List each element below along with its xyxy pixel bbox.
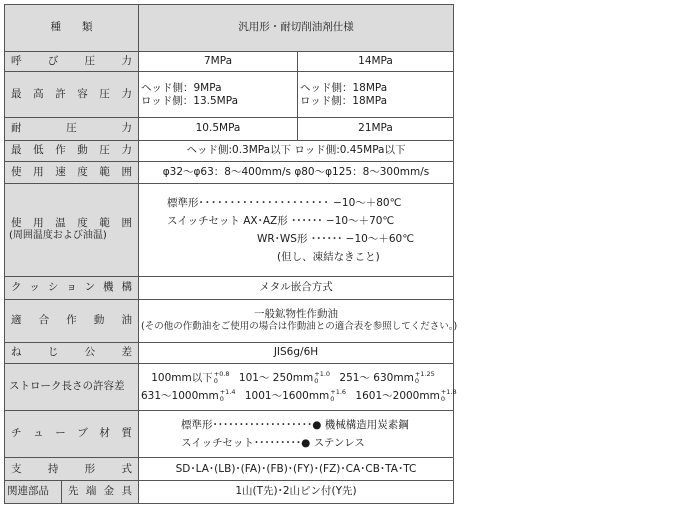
label-speed-range: 使 用 速 度 範 囲 bbox=[5, 161, 139, 184]
label-related: 関連部品 bbox=[5, 481, 62, 504]
thread-value: JIS6g/6H bbox=[139, 343, 454, 364]
temp-wr-name: WR･WS形 bbox=[257, 233, 308, 246]
fluid-main: 一般鉱物性作動油 bbox=[254, 308, 338, 321]
header-row bbox=[5, 5, 454, 52]
max-pressure-7-rod: ロッド側：13.5MPa bbox=[141, 94, 239, 107]
temp-wr-value: −10〜＋60℃ bbox=[345, 233, 414, 246]
row-stroke-tolerance bbox=[5, 363, 454, 410]
cushion-value: メタル嵌合方式 bbox=[139, 276, 454, 299]
row-max-pressure bbox=[5, 72, 454, 118]
max-pressure-14-rod: ロッド側：18MPa bbox=[300, 94, 388, 107]
label-thread: ね じ 公 差 bbox=[5, 343, 139, 364]
row-tube-material bbox=[5, 410, 454, 458]
tube-switch-value: ● ステンレス bbox=[301, 436, 365, 449]
label-nominal-pressure: 呼 び 圧 力 bbox=[5, 51, 139, 72]
speed-range-value: φ32〜φ63：8〜400mm/s φ80〜φ125：8〜300mm/s bbox=[139, 161, 454, 184]
max-pressure-7-head: ヘッド側：9MPa bbox=[141, 81, 222, 94]
tube-standard-dots: ･･･････････････････ bbox=[212, 418, 313, 431]
mounting-value: SD･LA･(LB)･(FA)･(FB)･(FY)･(FZ)･CA･CB･TA･TC bbox=[139, 458, 454, 481]
row-temp-range bbox=[5, 184, 454, 276]
row-fluid bbox=[5, 299, 454, 343]
header-label: 種 類 bbox=[5, 5, 139, 52]
tube-standard-name: 標準形 bbox=[181, 418, 213, 431]
temp-wr-dots: ･･････ bbox=[310, 233, 343, 246]
stroke-row-1: 100mm以下+0.8 0 101〜 250mm+1.0 0 251〜 630mm+1.25 0 bbox=[151, 369, 435, 385]
header-value: 汎用形・耐切削油剤仕様 bbox=[139, 5, 454, 52]
nominal-pressure-14: 14MPa bbox=[298, 51, 454, 72]
row-cushion bbox=[5, 276, 454, 299]
temp-note: (但し、凍結なきこと) bbox=[277, 251, 380, 264]
label-rod-end: 先 端 金 具 bbox=[62, 481, 139, 504]
temp-standard-value: −10〜＋80℃ bbox=[333, 197, 402, 210]
label-temp-range-sub: (周囲温度および油温) bbox=[9, 230, 107, 242]
row-thread bbox=[5, 343, 454, 364]
label-temp-range: 使 用 温 度 範 囲 (周囲温度および油温) bbox=[5, 184, 139, 276]
related-value: 1山(T先)･2山ピン付(Y先) bbox=[139, 481, 454, 504]
row-min-pressure bbox=[5, 140, 454, 161]
tube-switch-name: スイッチセット bbox=[181, 436, 254, 449]
label-stroke-tolerance: ストローク長さの許容差 bbox=[5, 363, 139, 410]
temp-switch-dots: ･･････ bbox=[291, 215, 323, 228]
nominal-pressure-7: 7MPa bbox=[139, 51, 298, 72]
row-related-parts bbox=[5, 481, 454, 504]
label-min-pressure: 最 低 作 動 圧 力 bbox=[5, 140, 139, 161]
tube-standard-value: ● 機械構造用炭素鋼 bbox=[312, 418, 409, 431]
proof-pressure-7: 10.5MPa bbox=[139, 118, 298, 141]
stroke-row-2: 631〜1000mm+1.4 0 1001〜1600mm+1.6 0 1601〜2000mm+1.8 0 bbox=[141, 387, 457, 403]
temp-switch-name: スイッチセット AX･AZ形 bbox=[167, 215, 288, 228]
max-pressure-14 bbox=[298, 72, 454, 118]
temp-standard-name: 標準形 bbox=[167, 197, 199, 210]
label-max-pressure: 最 高 許 容 圧 力 bbox=[5, 72, 139, 118]
temp-switch-value: −10〜＋70℃ bbox=[325, 215, 395, 228]
fluid-note: (その他の作動油をご使用の場合は作動油との適合表を参照してください。) bbox=[141, 321, 458, 333]
row-speed-range bbox=[5, 161, 454, 184]
fluid-value bbox=[139, 299, 458, 343]
row-nominal-pressure bbox=[5, 51, 454, 72]
label-proof-pressure: 耐 圧 力 bbox=[5, 118, 139, 141]
max-pressure-7 bbox=[139, 72, 298, 118]
label-tube-material: チ ュ ー ブ 材 質 bbox=[5, 410, 139, 458]
tube-switch-dots: ･････････ bbox=[253, 436, 302, 449]
spec-table bbox=[4, 4, 458, 504]
temp-range-value bbox=[139, 184, 454, 276]
label-cushion: ク ッ シ ョ ン 機 構 bbox=[5, 276, 139, 299]
label-fluid: 適 合 作 動 油 bbox=[5, 299, 139, 343]
row-proof-pressure bbox=[5, 118, 454, 141]
stroke-tolerance-value bbox=[139, 363, 457, 410]
label-mounting: 支 持 形 式 bbox=[5, 458, 139, 481]
min-pressure-value: ヘッド側:0.3MPa以下 ロッド側:0.45MPa以下 bbox=[139, 140, 454, 161]
row-mounting bbox=[5, 458, 454, 481]
tube-material-value bbox=[139, 410, 454, 458]
max-pressure-14-head: ヘッド側：18MPa bbox=[300, 81, 388, 94]
proof-pressure-14: 21MPa bbox=[298, 118, 454, 141]
temp-standard-dots: ･････････････････････ bbox=[198, 197, 330, 210]
